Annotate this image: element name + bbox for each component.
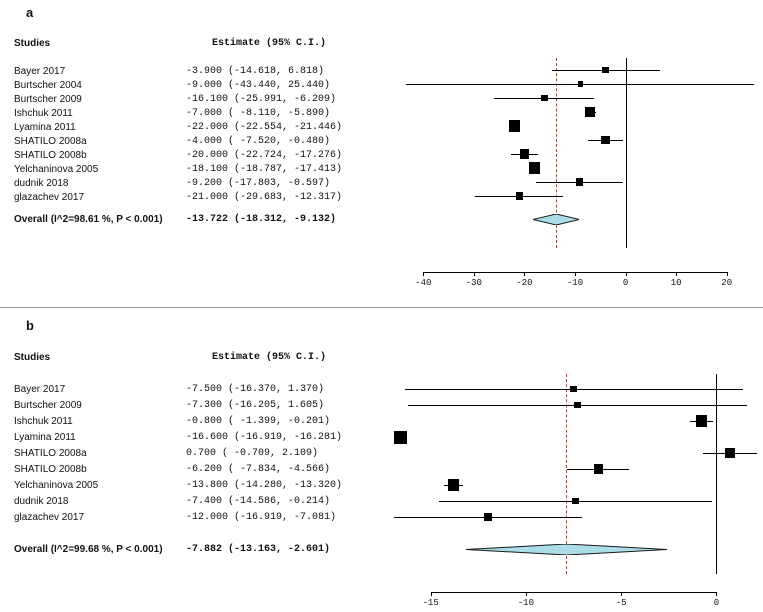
effect-size-marker [725,448,735,458]
axis-tick [526,592,527,596]
estimate-value: -20.000 (-22.724, -17.276) [186,150,343,161]
axis-tick-label: -30 [465,278,482,288]
summary-diamond [466,544,667,555]
list-item: Ishchuk 2011 [14,416,73,427]
estimate-value: -13.800 (-14.280, -13.320) [186,480,343,491]
list-item: Bayer 2017 [14,384,66,395]
estimate-value: -21.000 (-29.683, -12.317) [186,192,343,203]
list-item: glazachev 2017 [14,192,85,203]
list-item: Yelchaninova 2005 [14,480,99,491]
estimate-value: -18.100 (-18.787, -17.413) [186,164,343,175]
list-item: Ishchuk 2011 [14,108,73,119]
panel-a-label: a [26,5,34,20]
estimate-value: -9.000 (-43.440, 25.440) [186,80,331,91]
list-item: Burtscher 2004 [14,80,82,91]
axis-tick [716,592,717,596]
estimate-value: -9.200 (-17.803, -0.597) [186,178,331,189]
axis-tick-label: 10 [670,278,682,288]
list-item: Burtscher 2009 [14,400,82,411]
estimate-value: -7.400 (-14.586, -0.214) [186,496,331,507]
list-item: SHATILO 2008a [14,448,87,459]
axis-tick-label: -10 [566,278,584,288]
effect-size-marker [570,386,577,393]
list-item: dudnik 2018 [14,496,69,507]
estimate-value: -3.900 (-14.618, 6.818) [186,66,325,77]
estimate-value: -4.000 ( -7.520, -0.480) [186,136,331,147]
axis-tick [621,592,622,596]
panel-b-estimate-header: Estimate (95% C.I.) [212,352,327,363]
x-axis [431,592,717,593]
estimate-value: -0.800 ( -1.399, -0.201) [186,416,331,427]
overall-label: Overall (I^2=99.68 %, P < 0.001) [14,544,163,555]
effect-size-marker [572,498,579,505]
estimate-value: -7.000 ( -8.110, -5.890) [186,108,331,119]
list-item: Bayer 2017 [14,66,66,77]
list-item: Yelchaninova 2005 [14,164,99,175]
estimate-value: -12.000 (-16.919, -7.081) [186,512,337,523]
list-item: glazachev 2017 [14,512,85,523]
overall-estimate-value: -13.722 (-18.312, -9.132) [186,214,337,225]
axis-tick-label: -20 [516,278,533,288]
panel-a-studies-header: Studies [14,38,51,49]
null-effect-line [716,374,717,574]
list-item: SHATILO 2008b [14,464,87,475]
estimate-value: 0.700 ( -0.709, 2.109) [186,448,319,459]
estimate-value: -22.000 (-22.554, -21.446) [186,122,343,133]
axis-tick [431,592,432,596]
overall-estimate-value: -7.882 (-13.163, -2.601) [186,544,331,555]
list-item: dudnik 2018 [14,178,69,189]
panel-b-studies-header: Studies [14,352,51,363]
axis-tick-label: 0 [622,278,629,288]
estimate-value: -16.600 (-16.919, -16.281) [186,432,343,443]
estimate-value: -6.200 ( -7.834, -4.566) [186,464,331,475]
axis-tick-label: 0 [713,598,720,608]
effect-size-marker [594,464,604,474]
axis-tick-label: -10 [517,598,534,608]
list-item: SHATILO 2008a [14,136,87,147]
axis-tick-label: -40 [415,278,432,288]
list-item: Lyamina 2011 [14,432,76,443]
effect-size-marker [484,513,492,521]
effect-size-marker [696,415,707,426]
axis-tick-label: 20 [721,278,733,288]
overall-label: Overall (I^2=98.61 %, P < 0.001) [14,214,163,225]
effect-size-marker [394,431,407,444]
estimate-value: -16.100 (-25.991, -6.209) [186,94,337,105]
panel-b-label: b [26,318,34,333]
effect-size-marker [574,402,581,409]
list-item: Burtscher 2009 [14,94,82,105]
axis-tick-label: -5 [615,598,627,608]
estimate-value: -7.300 (-16.205, 1.605) [186,400,325,411]
axis-tick-label: -15 [422,598,439,608]
effect-size-marker [448,479,460,491]
list-item: SHATILO 2008b [14,150,87,161]
list-item: Lyamina 2011 [14,122,76,133]
estimate-value: -7.500 (-16.370, 1.370) [186,384,325,395]
panel-a-estimate-header: Estimate (95% C.I.) [212,38,327,49]
